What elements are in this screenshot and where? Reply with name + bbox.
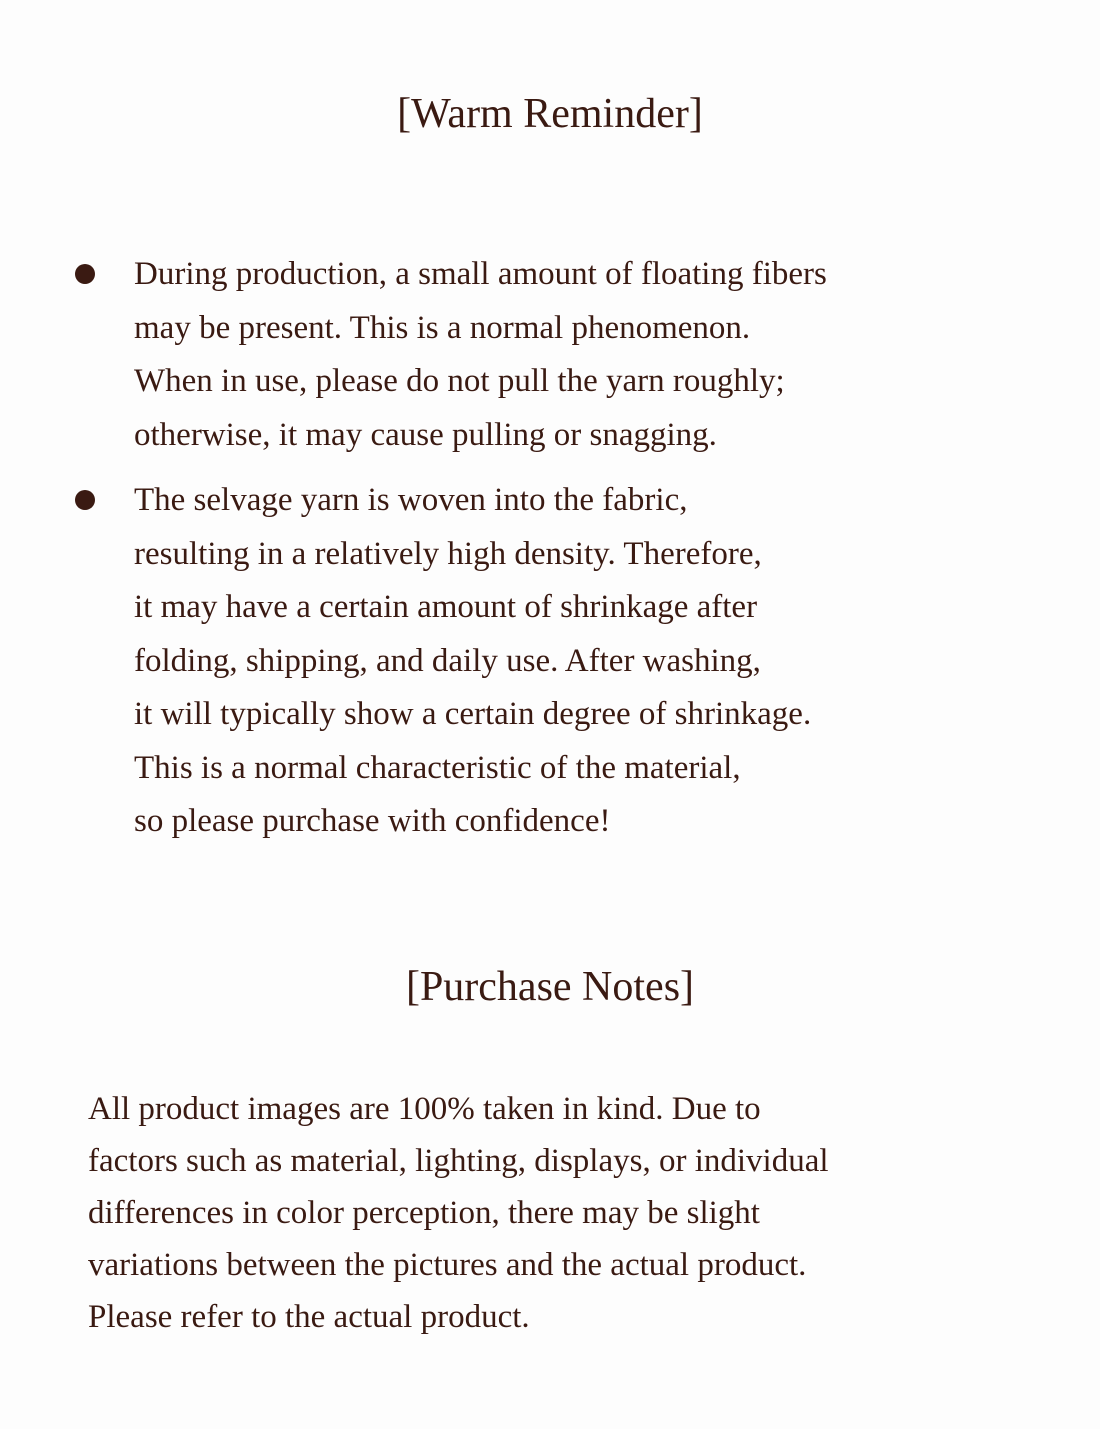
bullet-dot-icon [75,264,95,284]
list-item [0,248,966,462]
list-item-line: it may have a certain amount of shrinkage after [134,589,758,625]
paragraph-line: differences in color perception, there may be slight [88,1195,760,1231]
list-item [0,474,966,849]
list-item-line: otherwise, it may cause pulling or snagging. [134,416,717,453]
list-item-line: may be present. This is a normal phenomenon. [134,309,751,346]
list-item-line: The selvage yarn is woven into the fabric, [134,482,688,518]
list-item-line: When in use, please do not pull the yarn roughly; [134,363,785,399]
list-item-line: resulting in a relatively high density. Therefore, [134,535,762,572]
purchase-notes-heading: [Purchase Notes] [405,964,695,1010]
list-item-line: During production, a small amount of floating fibers [134,256,827,292]
paragraph-line: All product images are 100% taken in kind. Due to [88,1091,761,1127]
bullet-dot-icon [75,490,95,510]
paragraph-line: Please refer to the actual product. [88,1299,530,1335]
warm-reminder-heading: [Warm Reminder] [397,91,703,137]
paragraph-line: variations between the pictures and the actual product. [88,1247,807,1283]
list-item-line: This is a normal characteristic of the material, [134,749,741,786]
list-item-line: it will typically show a certain degree of shrinkage. [134,696,812,732]
paragraph-line: factors such as material, lighting, displays, or individual [88,1143,829,1179]
purchase-notes-paragraph [88,1083,1068,1343]
list-item-line: so please purchase with confidence! [134,803,611,839]
list-item-line: folding, shipping, and daily use. After washing, [134,642,761,679]
warm-reminder-list [0,248,1100,849]
